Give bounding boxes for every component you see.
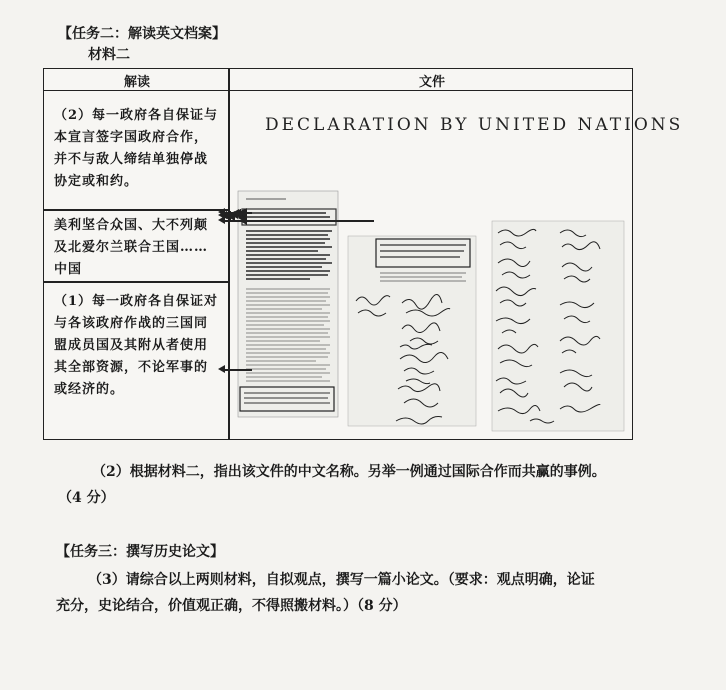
question-3-line-2: 充分，史论结合，价值观正确，不得照搬材料。）（8 分） xyxy=(56,598,407,614)
task3-heading: 【任务三：撰写历史论文】 xyxy=(56,544,224,560)
row3-line: 盟成员国及其附从者使用 xyxy=(54,338,209,353)
row2-line: 及北爱尔兰联合王国…… xyxy=(54,240,209,255)
row1-line: 协定或和约。 xyxy=(54,174,139,189)
signature-page-right xyxy=(492,221,624,431)
row3-line: 与各该政府作战的三国同 xyxy=(54,316,209,331)
declaration-title: DECLARATION BY UNITED NATIONS xyxy=(265,115,684,135)
row3-line: （1）每一政府各自保证对 xyxy=(54,294,219,309)
declaration-document-image xyxy=(230,91,684,439)
arrow-row2 xyxy=(224,212,252,214)
interpret-row-1 xyxy=(54,105,218,193)
row-divider xyxy=(44,209,229,211)
arrow-row3 xyxy=(224,369,252,371)
interpret-row-3 xyxy=(54,291,218,401)
row3-line: 或经济的。 xyxy=(54,382,125,397)
task2-heading: 【任务二：解读英文档案】 xyxy=(58,26,226,42)
question-2-line-1: （2）根据材料二，指出该文件的中文名称。另举一例通过国际合作而共赢的事例。 xyxy=(92,464,606,480)
col-interpret-header: 解读 xyxy=(124,75,151,90)
material-label: 材料二 xyxy=(88,47,130,63)
row1-line: （2）每一政府各自保证与 xyxy=(54,108,219,123)
row-divider xyxy=(44,281,229,283)
col-document-header: 文件 xyxy=(419,75,446,90)
declaration-scan-illustration xyxy=(230,91,632,436)
question-2-line-2: （4 分） xyxy=(58,490,115,506)
row2-line: 美利坚合众国、大不列颠 xyxy=(54,218,209,233)
document-table xyxy=(43,68,684,440)
signature-page-middle xyxy=(348,236,476,426)
row3-line: 其全部资源，不论军事的 xyxy=(54,360,209,375)
row1-line: 并不与敌人缔结单独停战 xyxy=(54,152,209,167)
interpret-row-2 xyxy=(54,215,208,281)
row2-line: 中国 xyxy=(54,262,83,277)
table-header xyxy=(44,69,632,91)
question-3-line-1: （3）请综合以上两则材料，自拟观点，撰写一篇小论文。（要求：观点明确，论证 xyxy=(88,572,595,588)
declaration-text-page xyxy=(238,191,338,417)
row1-line: 本宣言签字国政府合作， xyxy=(54,130,209,145)
